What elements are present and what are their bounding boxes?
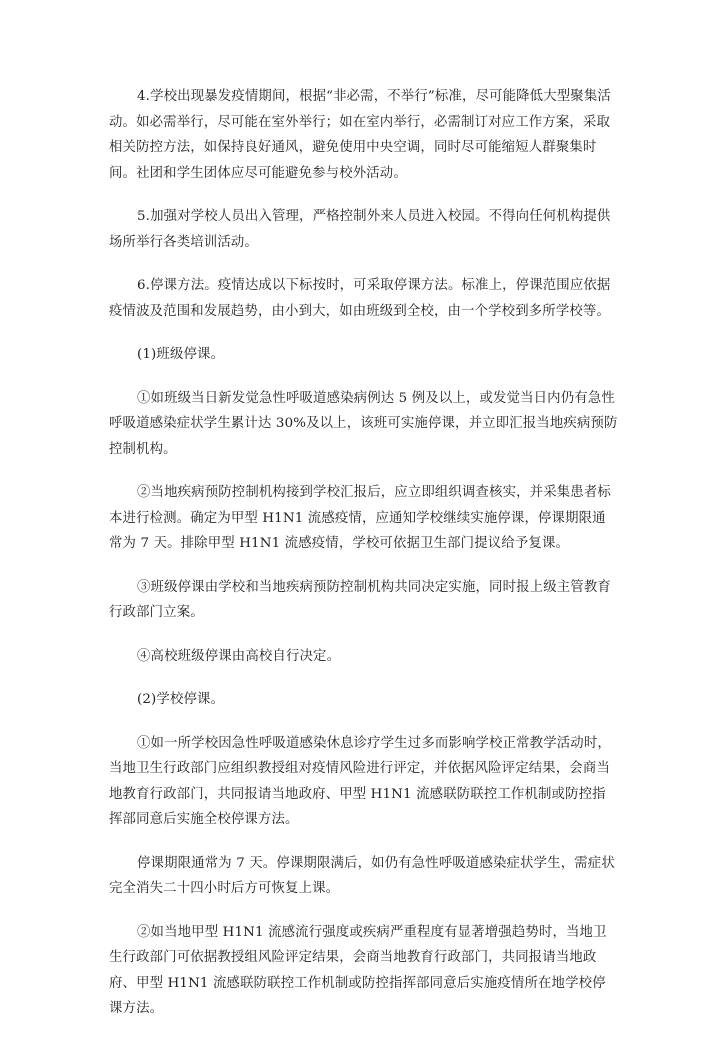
heading-class-suspension: (1)班级停课。: [137, 347, 225, 362]
paragraph-suspension-period: 停课期限通常为 7 天。停课期限满后，如仍有急性呼吸道感染症状学生，需症状完全消失二十四小时后方可恢复上课。: [109, 855, 615, 896]
paragraph-class-suspension-measures: 6.停课方法。疫情达成以下标按时，可采取停课方法。标准上，停课范围应依据疫情波及范围和发展趋势，由小到大，如由班级到全校，由一个学校到多所学校等。: [109, 278, 611, 319]
paragraph-class-suspension-2: ②当地疾病预防控制机构接到学校汇报后，应立即组织调查核实，并采集患者标本进行检测。确定为甲型 H1N1 流感疫情，应通知学校继续实施停课，停课期限通常为 7 天。排除甲型 H1N1 流感疫情，学校可依据卫生部门提议给予复课。: [109, 485, 611, 551]
paragraph-class-suspension-1: ①如班级当日新发觉急性呼吸道感染病例达 5 例及以上，或发觉当日内仍有急性呼吸道感染症状学生累计达 30%及以上，该班可实施停课，并立即汇报当地疾病预防控制机构。: [109, 390, 618, 457]
paragraph-entry-management: 5.加强对学校人员出入管理，严格控制外来人员进入校园。不得向任何机构提供场所举行各类培训活动。: [109, 209, 611, 250]
paragraph-class-suspension-4: ④高校班级停课由高校自行决定。: [137, 648, 341, 664]
heading-school-suspension: (2)学校停课。: [137, 692, 225, 707]
paragraph-gathering-activities: 4.学校出现暴发疫情期间，根据“非必需，不举行”标准，尽可能降低大型聚集活动。如必需举行，尽可能在室外举行；如在室内举行，必需制订对应工作方案，采取相关防控方法，如保持良好通风，避免使用中央空调，同时尽可能缩短人群聚集时间。社团和学生团体应尽可能避免参与校外活动。: [109, 89, 611, 181]
paragraph-school-suspension-1: ①如一所学校因急性呼吸道感染休息诊疗学生过多而影响学校正常教学活动时，当地卫生行政部门应组织教授组对疫情风险进行评定，并依据风险评定结果，会商当地教育行政部门，共同报请当地政府、甲型 H1N1 流感联防联控工作机制或防控指挥部同意后实施全校停课方法。: [109, 735, 611, 827]
paragraph-school-suspension-2: ②如当地甲型 H1N1 流感流行强度或疾病严重程度有显著增强趋势时，当地卫生行政部门可依据教授组风险评定结果，会商当地教育行政部门，共同报请当地政府、甲型 H1N1 流感联防联控工作机制或防控指挥部同意后实施疫情所在地学校停课方法。: [109, 924, 607, 1016]
paragraph-class-suspension-3: ③班级停课由学校和当地疾病预防控制机构共同决定实施，同时报上级主管教育行政部门立案。: [109, 579, 611, 620]
document-body: [109, 84, 619, 1040]
